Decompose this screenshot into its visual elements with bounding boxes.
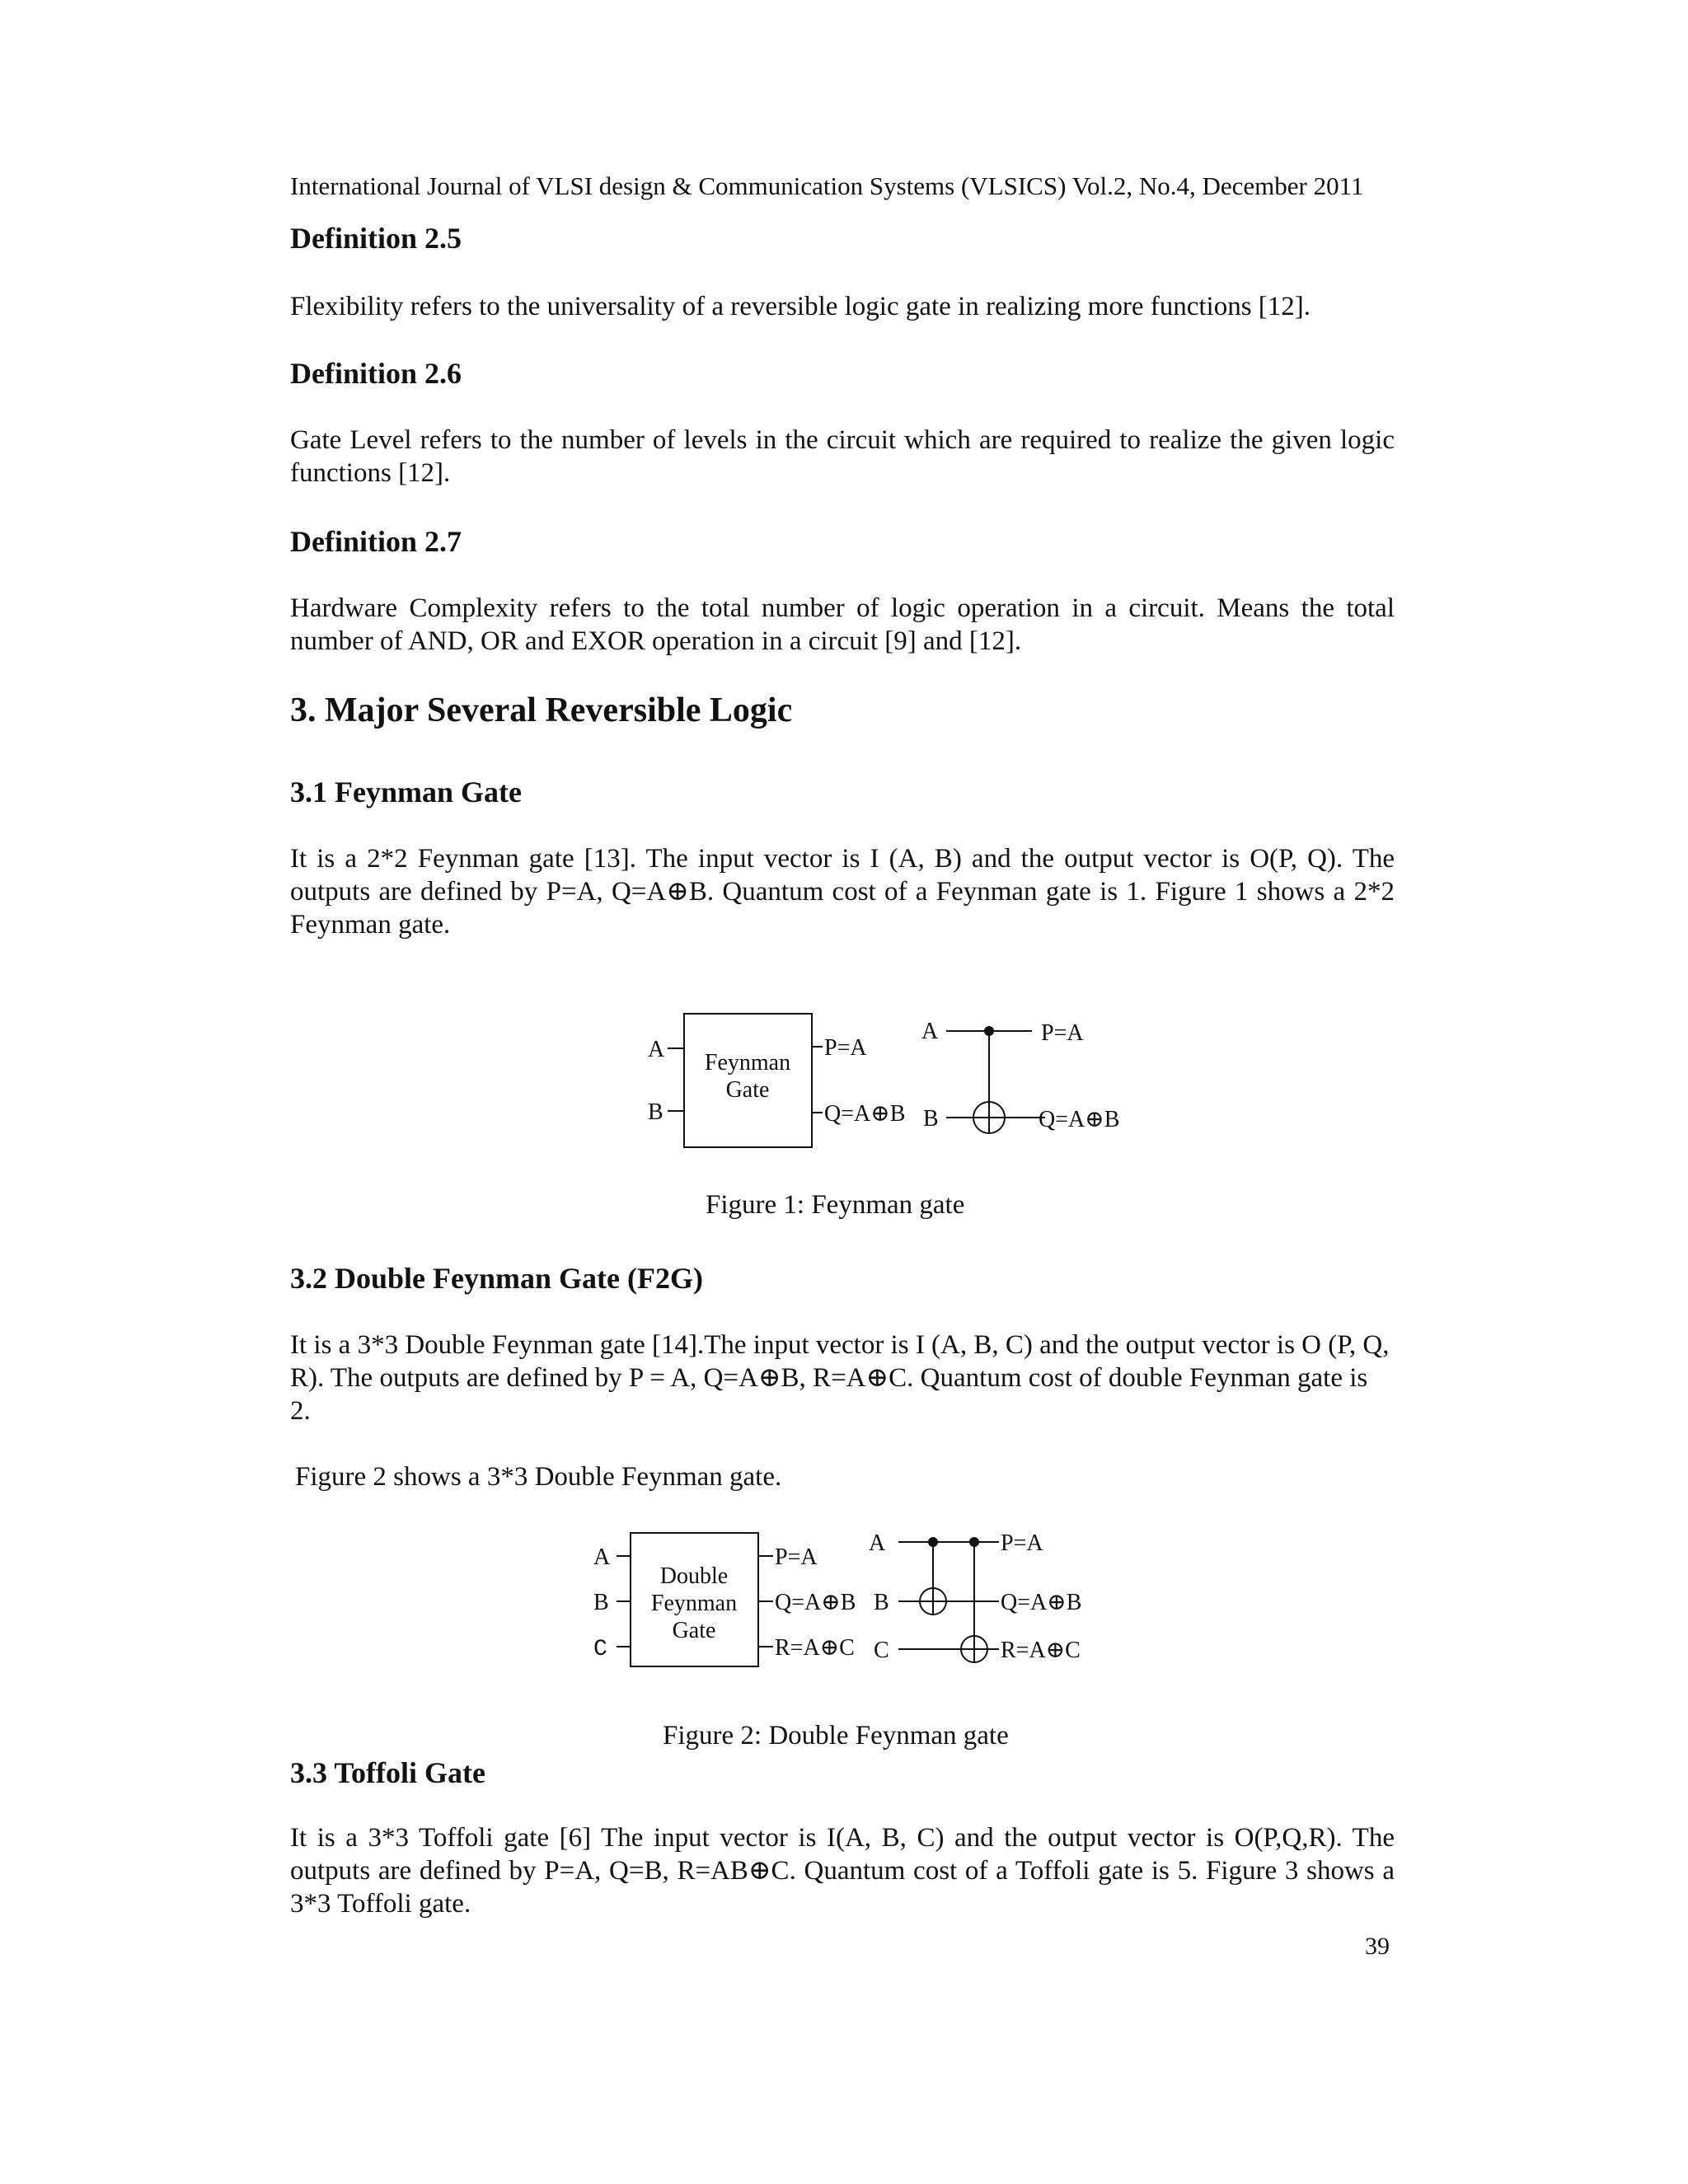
double-feynman-label-2: Feynman	[650, 1591, 738, 1616]
section-3-1-text: It is a 2*2 Feynman gate [13]. The input vector is I (A, B) and the output vector is O(P, Q). The outputs are defined by P=A, Q=A⊕B. Quantum cost of a Feynman gate is 1. Figure 1 shows a 2*2 Feynman gate.	[290, 844, 1395, 940]
fig1-circuit-output-p: P=A	[1041, 1020, 1084, 1046]
fig2-input-a: A	[593, 1544, 611, 1570]
fig2-circuit-output-r: R=A⊕C	[1001, 1638, 1081, 1663]
fig2-output-q: Q=A⊕B	[775, 1590, 856, 1615]
section-3-heading: 3. Major Several Reversible Logic	[290, 691, 793, 729]
fig1-circuit-input-b: B	[923, 1106, 939, 1132]
section-3-3-text: It is a 3*3 Toffoli gate [6] The input vector is I(A, B, C) and the output vector is O(P,Q,R). The outputs are defined by P=A, Q=B, R=AB⊕C. Quantum cost of a Toffoli gate is 5. Figure 3 shows a 3*3 Toffoli gate.	[290, 1823, 1395, 1919]
running-header: International Journal of VLSI design & Communication Systems (VLSICS) Vol.2, No.4, December 2011	[290, 171, 1364, 200]
feynman-block-label-2: Gate	[725, 1077, 770, 1103]
feynman-block-label-1: Feynman	[704, 1050, 791, 1076]
fig1-input-a: A	[648, 1037, 665, 1062]
fig1-output-p: P=A	[824, 1035, 867, 1061]
fig2-circuit-output-q: Q=A⊕B	[1001, 1590, 1082, 1615]
fig2-circuit-input-b: B	[874, 1590, 889, 1615]
section-3-2-figure-ref: Figure 2 shows a 3*3 Double Feynman gate.	[295, 1462, 782, 1492]
figure-2-caption: Figure 2: Double Feynman gate	[663, 1721, 1009, 1750]
double-feynman-label-1: Double	[659, 1563, 729, 1589]
definition-2-7-title: Definition 2.7	[290, 525, 462, 558]
definition-2-5-title: Definition 2.5	[290, 222, 462, 255]
fig2-circuit-input-c: C	[874, 1638, 889, 1663]
fig1-output-q: Q=A⊕B	[824, 1101, 906, 1127]
fig2-input-c: C	[593, 1637, 607, 1662]
figure-1-feynman-diagram	[626, 1005, 1137, 1154]
fig2-input-b: B	[593, 1590, 609, 1615]
fig2-output-p: P=A	[775, 1544, 818, 1570]
fig1-input-b: B	[648, 1099, 663, 1125]
definition-2-5-text: Flexibility refers to the universality of a reversible logic gate in realizing more functions [12].	[290, 292, 1311, 321]
section-3-1-title: 3.1 Feynman Gate	[290, 776, 522, 808]
double-feynman-label-3: Gate	[672, 1618, 716, 1643]
definition-2-6-title: Definition 2.6	[290, 357, 462, 390]
page-number: 39	[1365, 1933, 1390, 1960]
fig1-circuit-input-a: A	[921, 1019, 939, 1044]
figure-1-caption: Figure 1: Feynman gate	[706, 1190, 965, 1220]
fig2-circuit-output-p: P=A	[1001, 1530, 1043, 1556]
fig1-circuit-output-q: Q=A⊕B	[1039, 1107, 1120, 1132]
section-3-3-title: 3.3 Toffoli Gate	[290, 1756, 486, 1789]
fig2-circuit-input-a: A	[869, 1530, 886, 1556]
section-3-2-text: It is a 3*3 Double Feynman gate [14].The input vector is I (A, B, C) and the output vector is O (P, Q, R). The outputs are defined by P = A, Q=A⊕B, R=A⊕C. Quantum cost of double Feynman gate is 2.	[290, 1330, 1390, 1426]
definition-2-6-text: Gate Level refers to the number of levels in the circuit which are required to realize the given logic functions [12].	[290, 425, 1395, 488]
figure-2-double-feynman-diagram	[577, 1525, 1104, 1673]
fig2-output-r: R=A⊕C	[775, 1635, 855, 1661]
definition-2-7-text: Hardware Complexity refers to the total number of logic operation in a circuit. Means the total number of AND, OR and EXOR operation in a circuit [9] and [12].	[290, 593, 1395, 656]
section-3-2-title: 3.2 Double Feynman Gate (F2G)	[290, 1262, 703, 1295]
